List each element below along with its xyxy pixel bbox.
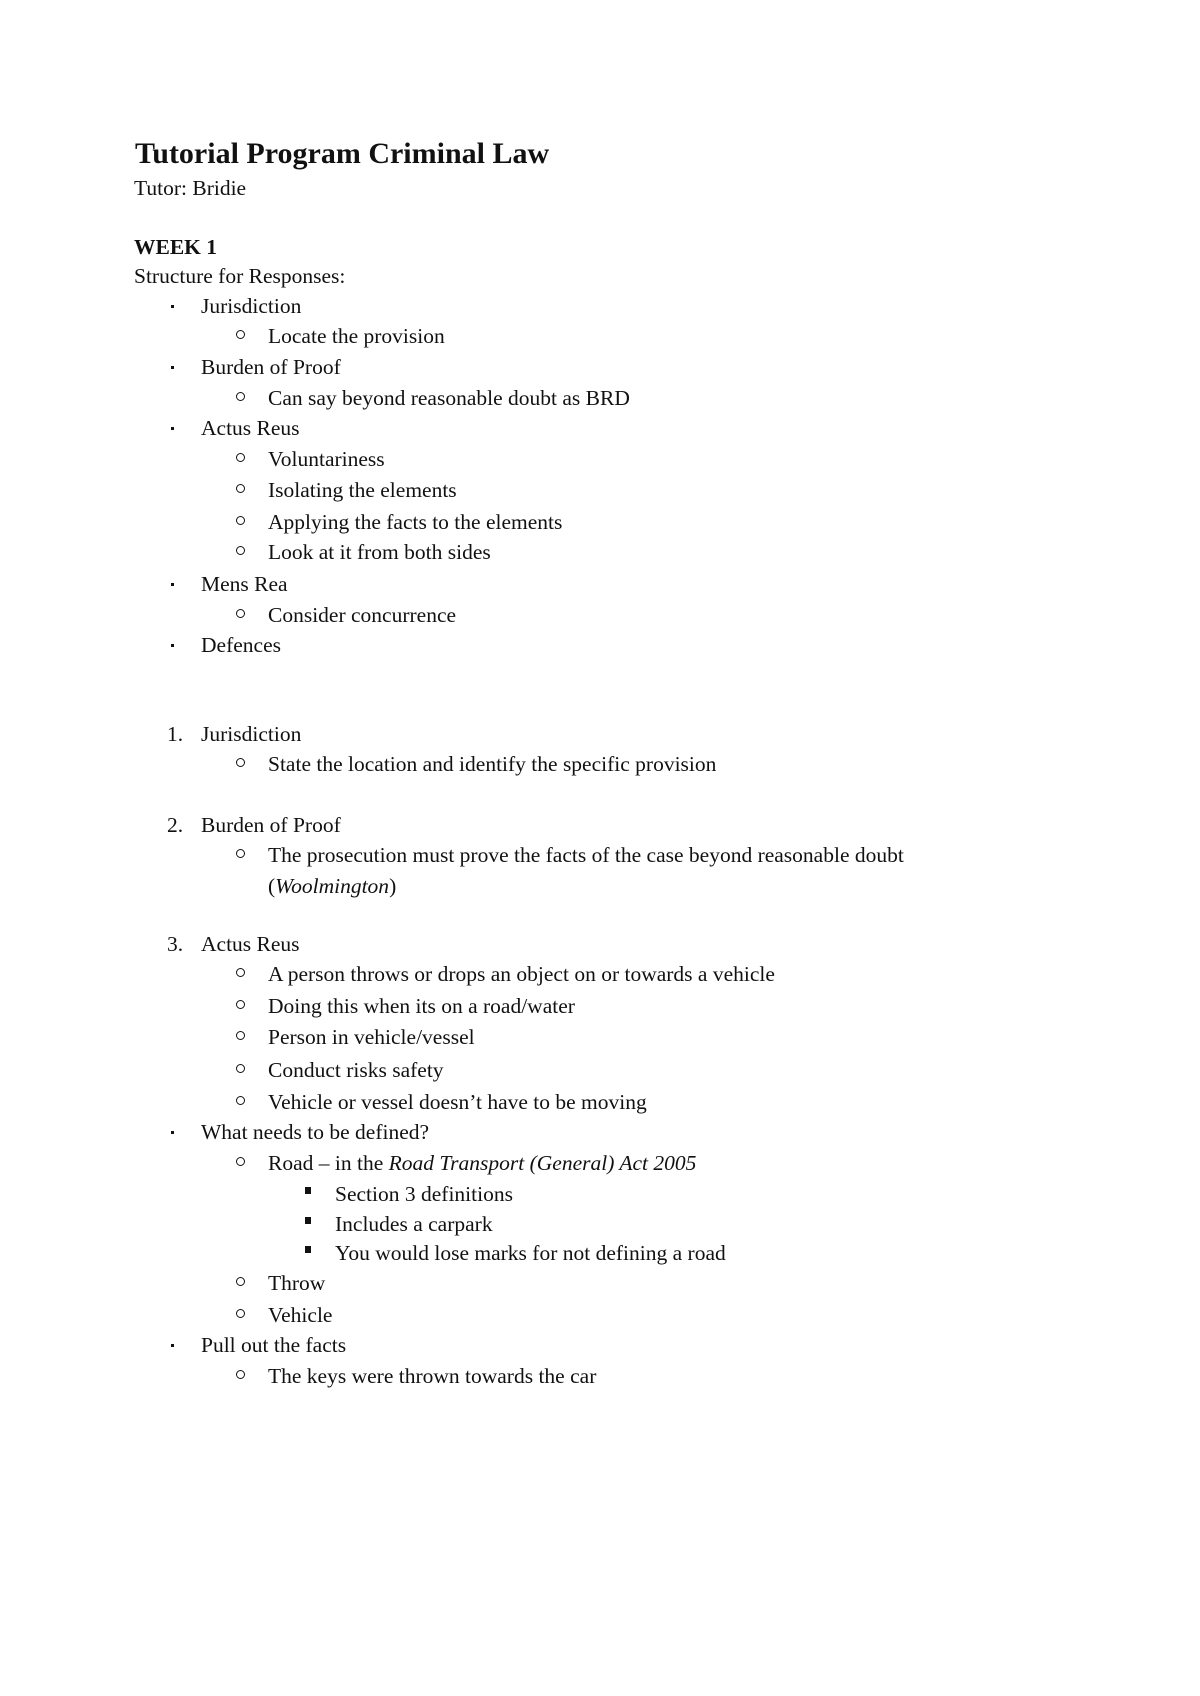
square-bullet-marker: [305, 1187, 311, 1194]
bullet-marker: [171, 644, 174, 647]
bullet-marker: [171, 1344, 174, 1347]
numbered-subitem: Vehicle or vessel doesn’t have to be moving: [268, 1090, 647, 1114]
structure-item: Jurisdiction: [201, 294, 302, 318]
road-prefix: Road – in the: [268, 1151, 389, 1175]
structure-subitem: Isolating the elements: [268, 478, 457, 502]
facts-item: The keys were thrown towards the car: [268, 1364, 597, 1388]
list-number: 2.: [167, 813, 184, 837]
sub-bullet-marker: [236, 758, 245, 767]
sub-bullet-marker: [236, 392, 245, 401]
tutor-line: Tutor: Bridie: [134, 176, 247, 200]
road-definition: [268, 1153, 696, 1175]
document-title: Tutorial Program Criminal Law: [135, 137, 550, 170]
road-point: Section 3 definitions: [335, 1182, 513, 1206]
defined-heading: What needs to be defined?: [201, 1120, 430, 1144]
structure-subitem: Applying the facts to the elements: [268, 510, 563, 534]
road-point: Includes a carpark: [335, 1212, 493, 1236]
sub-bullet-marker: [236, 1157, 245, 1166]
numbered-subitem: State the location and identify the specific provision: [268, 752, 717, 776]
bullet-marker: [171, 583, 174, 586]
numbered-subitem: Conduct risks safety: [268, 1058, 444, 1082]
facts-heading: Pull out the facts: [201, 1333, 347, 1357]
structure-item: Actus Reus: [201, 416, 300, 440]
sub-bullet-marker: [236, 609, 245, 618]
road-point: You would lose marks for not defining a road: [335, 1241, 726, 1265]
sub-bullet-marker: [236, 484, 245, 493]
list-number: 3.: [167, 932, 184, 956]
structure-subitem: Look at it from both sides: [268, 540, 491, 564]
sub-bullet-marker: [236, 1096, 245, 1105]
bullet-marker: [171, 366, 174, 369]
sub-bullet-marker: [236, 1370, 245, 1379]
numbered-subitem: The prosecution must prove the facts of the case beyond reasonable doubt: [268, 843, 904, 867]
defined-term: Vehicle: [268, 1303, 333, 1327]
bullet-marker: [171, 427, 174, 430]
bullet-marker: [171, 305, 174, 308]
list-number: 1.: [167, 722, 184, 746]
sub-bullet-marker: [236, 1309, 245, 1318]
sub-bullet-marker: [236, 849, 245, 858]
numbered-subitem: Person in vehicle/vessel: [268, 1025, 475, 1049]
sub-bullet-marker: [236, 546, 245, 555]
sub-bullet-marker: [236, 453, 245, 462]
sub-bullet-marker: [236, 1277, 245, 1286]
structure-subitem: Locate the provision: [268, 324, 445, 348]
sub-bullet-marker: [236, 516, 245, 525]
paren-close: ): [389, 874, 397, 898]
structure-item: Defences: [201, 633, 281, 657]
defined-term: Throw: [268, 1271, 326, 1295]
structure-intro: Structure for Responses:: [134, 264, 346, 288]
numbered-subitem: Doing this when its on a road/water: [268, 994, 575, 1018]
structure-subitem: Can say beyond reasonable doubt as BRD: [268, 386, 630, 410]
numbered-item: Burden of Proof: [201, 813, 341, 837]
week-heading: WEEK 1: [134, 235, 218, 259]
sub-bullet-marker: [236, 1031, 245, 1040]
sub-bullet-marker: [236, 1064, 245, 1073]
structure-item: Burden of Proof: [201, 355, 341, 379]
bullet-marker: [171, 1131, 174, 1134]
sub-bullet-marker: [236, 1000, 245, 1009]
sub-bullet-marker: [236, 968, 245, 977]
sub-bullet-marker: [236, 330, 245, 339]
numbered-subitem: A person throws or drops an object on or towards a vehicle: [268, 962, 775, 986]
structure-subitem: Consider concurrence: [268, 603, 457, 627]
structure-item: Mens Rea: [201, 572, 288, 596]
road-act-title: Road Transport (General) Act 2005: [388, 1151, 697, 1175]
structure-subitem: Voluntariness: [268, 447, 385, 471]
numbered-item: Jurisdiction: [201, 722, 302, 746]
numbered-subitem-continuation: [268, 876, 396, 898]
square-bullet-marker: [305, 1246, 311, 1253]
square-bullet-marker: [305, 1217, 311, 1224]
numbered-item: Actus Reus: [201, 932, 300, 956]
case-name: Woolmington: [275, 874, 390, 898]
paren-open: (: [268, 874, 276, 898]
